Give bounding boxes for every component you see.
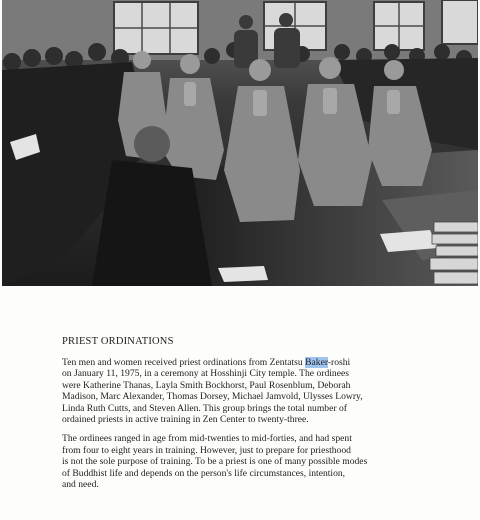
paragraph-line: is not the sole purpose of training. To be a priest is one of many possible modes: [62, 456, 368, 468]
article-heading: PRIEST ORDINATIONS: [62, 336, 174, 347]
text-segment: Ten men and women received priest ordinations from Zentatsu: [62, 357, 306, 368]
ceremony-photo: [2, 0, 478, 286]
paragraph-line: and need.: [62, 479, 99, 491]
paragraph-line: on January 11, 1975, in a ceremony at Hosshinji City temple. The ordinees: [62, 368, 349, 380]
paragraph-line: from four to eight years in training. However, just to prepare for priesthood: [62, 444, 351, 456]
paragraph-line: Linda Ruth Cutts, and Steven Allen. This group brings the total number of: [62, 402, 347, 414]
paragraph-ordinations: [62, 357, 422, 425]
paragraph-line: were Katherine Thanas, Layla Smith Bockhorst, Paul Rosenblum, Deborah: [62, 379, 351, 391]
paragraph-line: The ordinees ranged in age from mid-twenties to mid-forties, and had spent: [62, 433, 352, 445]
paragraph-line: [62, 357, 422, 368]
paragraph-line: Madison, Marc Alexander, Thomas Dorsey, Michael Jamvold, Ulysses Lowry,: [62, 391, 363, 403]
text-segment: -roshi: [327, 357, 351, 368]
paragraph-training: [62, 433, 422, 490]
paragraph-line: of Buddhist life and depends on the person's life circumstances, intention,: [62, 467, 346, 479]
highlighted-name: Baker: [305, 357, 328, 368]
article-text: [62, 336, 422, 498]
ceremony-photo-graphic: [2, 0, 478, 286]
paragraph-line: ordained priests in active training in Zen Center to twenty-three.: [62, 414, 309, 426]
